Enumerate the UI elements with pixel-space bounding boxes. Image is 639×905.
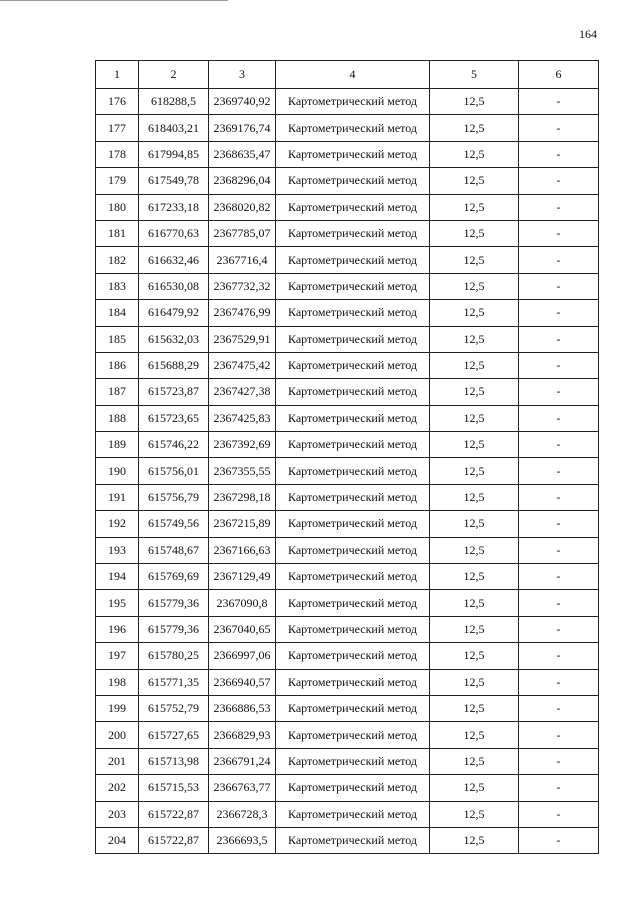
method-cell: Картометрический метод [276,300,430,326]
point-number-cell: 183 [96,273,139,299]
x-coordinate-cell: 615749,56 [139,511,209,537]
description-cell: - [519,247,599,273]
x-coordinate-cell: 616479,92 [139,300,209,326]
x-coordinate-cell: 616530,08 [139,273,209,299]
point-number-cell: 201 [96,748,139,774]
y-coordinate-cell: 2366829,93 [209,722,276,748]
description-cell: - [519,616,599,642]
x-coordinate-cell: 615746,22 [139,432,209,458]
description-cell: - [519,379,599,405]
table-row [96,326,599,352]
y-coordinate-cell: 2367425,83 [209,405,276,431]
point-number-cell: 188 [96,405,139,431]
accuracy-cell: 12,5 [430,220,519,246]
method-cell: Картометрический метод [276,273,430,299]
method-cell: Картометрический метод [276,537,430,563]
table-row [96,379,599,405]
method-cell: Картометрический метод [276,484,430,510]
y-coordinate-cell: 2367298,18 [209,484,276,510]
table-row [96,432,599,458]
y-coordinate-cell: 2367355,55 [209,458,276,484]
column-header: 1 [96,61,139,89]
description-cell: - [519,748,599,774]
method-cell: Картометрический метод [276,643,430,669]
method-cell: Картометрический метод [276,511,430,537]
point-number-cell: 199 [96,695,139,721]
point-number-cell: 176 [96,89,139,115]
method-cell: Картометрический метод [276,115,430,141]
accuracy-cell: 12,5 [430,115,519,141]
method-cell: Картометрический метод [276,827,430,853]
y-coordinate-cell: 2367129,49 [209,564,276,590]
x-coordinate-cell: 615722,87 [139,827,209,853]
x-coordinate-cell: 615780,25 [139,643,209,669]
x-coordinate-cell: 617549,78 [139,168,209,194]
header-rule [0,0,228,1]
table-row [96,827,599,853]
y-coordinate-cell: 2368296,04 [209,168,276,194]
table-row [96,141,599,167]
y-coordinate-cell: 2367166,63 [209,537,276,563]
description-cell: - [519,300,599,326]
accuracy-cell: 12,5 [430,801,519,827]
point-number-cell: 190 [96,458,139,484]
method-cell: Картометрический метод [276,775,430,801]
accuracy-cell: 12,5 [430,643,519,669]
description-cell: - [519,484,599,510]
table-row [96,484,599,510]
point-number-cell: 189 [96,432,139,458]
method-cell: Картометрический метод [276,458,430,484]
description-cell: - [519,432,599,458]
x-coordinate-cell: 616632,46 [139,247,209,273]
y-coordinate-cell: 2366728,3 [209,801,276,827]
page-number: 164 [579,27,597,41]
accuracy-cell: 12,5 [430,590,519,616]
point-number-cell: 192 [96,511,139,537]
description-cell: - [519,722,599,748]
method-cell: Картометрический метод [276,168,430,194]
table-row [96,590,599,616]
table-row [96,537,599,563]
x-coordinate-cell: 615769,69 [139,564,209,590]
description-cell: - [519,564,599,590]
x-coordinate-cell: 615748,67 [139,537,209,563]
table-row [96,352,599,378]
x-coordinate-cell: 615779,36 [139,616,209,642]
y-coordinate-cell: 2367392,69 [209,432,276,458]
description-cell: - [519,590,599,616]
accuracy-cell: 12,5 [430,141,519,167]
y-coordinate-cell: 2367475,42 [209,352,276,378]
x-coordinate-cell: 615779,36 [139,590,209,616]
y-coordinate-cell: 2367732,32 [209,273,276,299]
x-coordinate-cell: 618403,21 [139,115,209,141]
table-row [96,511,599,537]
table-row [96,247,599,273]
accuracy-cell: 12,5 [430,273,519,299]
accuracy-cell: 12,5 [430,748,519,774]
y-coordinate-cell: 2369176,74 [209,115,276,141]
point-number-cell: 202 [96,775,139,801]
point-number-cell: 195 [96,590,139,616]
x-coordinate-cell: 617994,85 [139,141,209,167]
accuracy-cell: 12,5 [430,168,519,194]
method-cell: Картометрический метод [276,748,430,774]
description-cell: - [519,352,599,378]
table-row [96,669,599,695]
x-coordinate-cell: 616770,63 [139,220,209,246]
method-cell: Картометрический метод [276,616,430,642]
point-number-cell: 186 [96,352,139,378]
point-number-cell: 184 [96,300,139,326]
point-number-cell: 198 [96,669,139,695]
method-cell: Картометрический метод [276,590,430,616]
accuracy-cell: 12,5 [430,537,519,563]
method-cell: Картометрический метод [276,695,430,721]
point-number-cell: 187 [96,379,139,405]
accuracy-cell: 12,5 [430,775,519,801]
x-coordinate-cell: 615688,29 [139,352,209,378]
description-cell: - [519,827,599,853]
x-coordinate-cell: 615756,01 [139,458,209,484]
x-coordinate-cell: 615715,53 [139,775,209,801]
description-cell: - [519,326,599,352]
accuracy-cell: 12,5 [430,484,519,510]
y-coordinate-cell: 2366763,77 [209,775,276,801]
method-cell: Картометрический метод [276,220,430,246]
table-row [96,801,599,827]
y-coordinate-cell: 2368635,47 [209,141,276,167]
description-cell: - [519,115,599,141]
point-number-cell: 197 [96,643,139,669]
y-coordinate-cell: 2367040,65 [209,616,276,642]
method-cell: Картометрический метод [276,379,430,405]
y-coordinate-cell: 2367529,91 [209,326,276,352]
y-coordinate-cell: 2367476,99 [209,300,276,326]
x-coordinate-cell: 615727,65 [139,722,209,748]
accuracy-cell: 12,5 [430,326,519,352]
method-cell: Картометрический метод [276,722,430,748]
method-cell: Картометрический метод [276,89,430,115]
table-row [96,405,599,431]
point-number-cell: 179 [96,168,139,194]
x-coordinate-cell: 615723,87 [139,379,209,405]
accuracy-cell: 12,5 [430,458,519,484]
y-coordinate-cell: 2367785,07 [209,220,276,246]
table-row [96,616,599,642]
y-coordinate-cell: 2366997,06 [209,643,276,669]
accuracy-cell: 12,5 [430,827,519,853]
x-coordinate-cell: 615756,79 [139,484,209,510]
table-row [96,168,599,194]
table-row [96,220,599,246]
description-cell: - [519,775,599,801]
point-number-cell: 204 [96,827,139,853]
description-cell: - [519,89,599,115]
point-number-cell: 193 [96,537,139,563]
accuracy-cell: 12,5 [430,379,519,405]
table-row [96,643,599,669]
method-cell: Картометрический метод [276,352,430,378]
table-row [96,115,599,141]
table-row [96,564,599,590]
description-cell: - [519,273,599,299]
x-coordinate-cell: 615722,87 [139,801,209,827]
y-coordinate-cell: 2367090,8 [209,590,276,616]
accuracy-cell: 12,5 [430,405,519,431]
table-row [96,300,599,326]
y-coordinate-cell: 2369740,92 [209,89,276,115]
point-number-cell: 194 [96,564,139,590]
column-header: 4 [276,61,430,89]
description-cell: - [519,669,599,695]
x-coordinate-cell: 618288,5 [139,89,209,115]
accuracy-cell: 12,5 [430,564,519,590]
table-row [96,748,599,774]
method-cell: Картометрический метод [276,326,430,352]
table-row [96,775,599,801]
y-coordinate-cell: 2367716,4 [209,247,276,273]
table-row [96,695,599,721]
point-number-cell: 177 [96,115,139,141]
point-number-cell: 203 [96,801,139,827]
point-number-cell: 178 [96,141,139,167]
point-number-cell: 191 [96,484,139,510]
method-cell: Картометрический метод [276,432,430,458]
column-header: 6 [519,61,599,89]
table-row [96,194,599,220]
table-header-row [96,61,599,89]
method-cell: Картометрический метод [276,564,430,590]
description-cell: - [519,168,599,194]
method-cell: Картометрический метод [276,801,430,827]
accuracy-cell: 12,5 [430,247,519,273]
accuracy-cell: 12,5 [430,669,519,695]
method-cell: Картометрический метод [276,405,430,431]
x-coordinate-cell: 615771,35 [139,669,209,695]
method-cell: Картометрический метод [276,247,430,273]
table-row [96,89,599,115]
description-cell: - [519,695,599,721]
y-coordinate-cell: 2366940,57 [209,669,276,695]
accuracy-cell: 12,5 [430,194,519,220]
column-header: 5 [430,61,519,89]
accuracy-cell: 12,5 [430,89,519,115]
column-header: 2 [139,61,209,89]
x-coordinate-cell: 615752,79 [139,695,209,721]
table-body [96,89,599,854]
x-coordinate-cell: 615723,65 [139,405,209,431]
accuracy-cell: 12,5 [430,432,519,458]
point-number-cell: 196 [96,616,139,642]
description-cell: - [519,537,599,563]
table-row [96,722,599,748]
y-coordinate-cell: 2366693,5 [209,827,276,853]
accuracy-cell: 12,5 [430,616,519,642]
description-cell: - [519,220,599,246]
y-coordinate-cell: 2367215,89 [209,511,276,537]
point-number-cell: 185 [96,326,139,352]
description-cell: - [519,801,599,827]
point-number-cell: 200 [96,722,139,748]
method-cell: Картометрический метод [276,194,430,220]
coordinates-table [95,60,599,854]
method-cell: Картометрический метод [276,669,430,695]
point-number-cell: 182 [96,247,139,273]
description-cell: - [519,458,599,484]
description-cell: - [519,405,599,431]
description-cell: - [519,141,599,167]
accuracy-cell: 12,5 [430,695,519,721]
table-row [96,458,599,484]
x-coordinate-cell: 617233,18 [139,194,209,220]
y-coordinate-cell: 2367427,38 [209,379,276,405]
method-cell: Картометрический метод [276,141,430,167]
x-coordinate-cell: 615713,98 [139,748,209,774]
column-header: 3 [209,61,276,89]
description-cell: - [519,511,599,537]
accuracy-cell: 12,5 [430,511,519,537]
y-coordinate-cell: 2366791,24 [209,748,276,774]
description-cell: - [519,643,599,669]
description-cell: - [519,194,599,220]
point-number-cell: 180 [96,194,139,220]
accuracy-cell: 12,5 [430,722,519,748]
point-number-cell: 181 [96,220,139,246]
table-row [96,273,599,299]
y-coordinate-cell: 2366886,53 [209,695,276,721]
x-coordinate-cell: 615632,03 [139,326,209,352]
accuracy-cell: 12,5 [430,352,519,378]
accuracy-cell: 12,5 [430,300,519,326]
y-coordinate-cell: 2368020,82 [209,194,276,220]
